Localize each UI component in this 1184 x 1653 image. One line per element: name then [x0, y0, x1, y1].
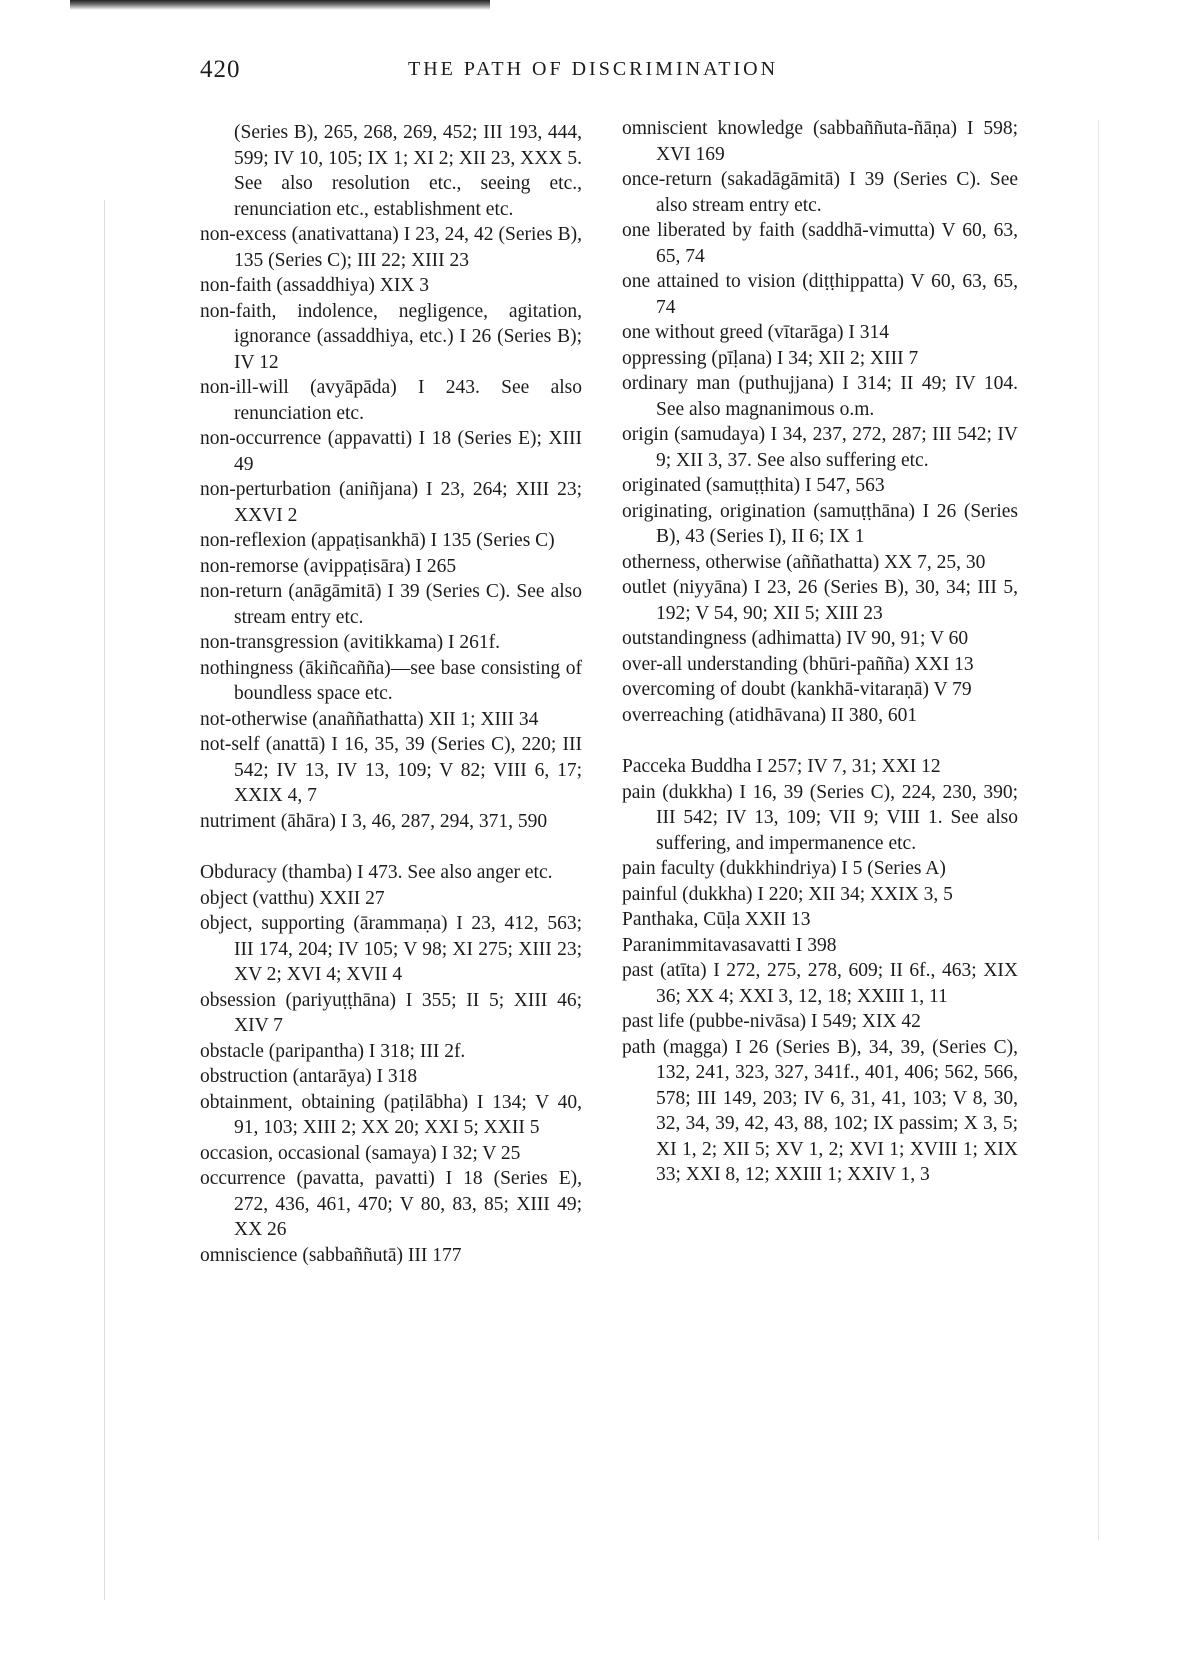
index-entry: outlet (niyyāna) I 23, 26 (Series B), 30, 34; III 5, 192; V 54, 90; XII 5; XIII 23 [622, 577, 1018, 624]
index-entry: Pacceka Buddha I 257; IV 7, 31; XXI 12 [622, 756, 941, 777]
index-entry: non-faith (assaddhiya) XIX 3 [200, 275, 430, 296]
index-column-left [200, 120, 582, 1268]
scan-margin-line [1098, 120, 1099, 1540]
index-entry: omniscient knowledge (sabbaññuta-ñāṇa) I 598; XVI 169 [622, 118, 1018, 165]
page-header [200, 56, 800, 90]
index-entry: painful (dukkha) I 220; XII 34; XXIX 3, 5 [622, 883, 953, 905]
running-title: THE PATH OF DISCRIMINATION [408, 58, 779, 80]
index-entry: nutriment (āhāra) I 3, 46, 287, 294, 371, 590 [200, 810, 548, 832]
index-entry: non-faith, indolence, negligence, agitation, ignorance (assaddhiya, etc.) I 26 (Series B); IV 12 [200, 300, 582, 373]
index-entry: overreaching (atidhāvana) II 380, 601 [622, 704, 918, 726]
index-entry: one without greed (vītarāga) I 314 [622, 322, 889, 343]
index-column-right [622, 116, 1018, 1188]
index-entry: pain faculty (dukkhindriya) I 5 (Series A) [622, 858, 946, 879]
index-entry: object, supporting (ārammaṇa) I 23, 412, 563; III 174, 204; IV 105; V 98; XI 275; XIII 23; XV 2; XVI 4; XVII 4 [200, 913, 582, 985]
index-entry: obstacle (paripantha) I 318; III 2f. [200, 1040, 466, 1062]
index-entry: one attained to vision (diṭṭhippatta) V 60, 63, 65, 74 [622, 271, 1018, 318]
scan-margin-line [104, 200, 105, 1600]
index-entry: ordinary man (puthujjana) I 314; II 49; IV 104. See also magnanimous o.m. [622, 373, 1018, 420]
index-entry: omniscience (sabbaññutā) III 177 [200, 1244, 462, 1266]
index-entry: originating, origination (samuṭṭhāna) I 26 (Series B), 43 (Series I), II 6; IX 1 [622, 500, 1018, 547]
index-entry: Panthaka, Cūḷa XXII 13 [622, 909, 811, 930]
index-entry: object (vatthu) XXII 27 [200, 887, 385, 909]
index-entry: occurrence (pavatta, pavatti) I 18 (Series E), 272, 436, 461, 470; V 80, 83, 85; XIII 49; XX 26 [200, 1168, 582, 1240]
page-number: 420 [200, 56, 241, 83]
index-entry: nothingness (ākiñcañña)—see base consisting of boundless space etc. [200, 657, 582, 704]
index-entry: outstandingness (adhimatta) IV 90, 91; V 60 [622, 628, 969, 649]
index-entry: obsession (pariyuṭṭhāna) I 355; II 5; XIII 46; XIV 7 [200, 989, 582, 1036]
index-entry: past life (pubbe-nivāsa) I 549; XIX 42 [622, 1011, 921, 1032]
index-entry: pain (dukkha) I 16, 39 (Series C), 224, 230, 390; III 542; IV 13, 109; VII 9; VIII 1. See also suffering, and impermanence etc. [622, 781, 1018, 854]
index-entry: non-perturbation (aniñjana) I 23, 264; XIII 23; XXVI 2 [200, 479, 582, 526]
index-entry: Paranimmitavasavatti I 398 [622, 934, 837, 956]
index-entry: obstruction (antarāya) I 318 [200, 1066, 418, 1087]
scan-shadow [70, 0, 490, 10]
index-entry: over-all understanding (bhūri-pañña) XXI 13 [622, 653, 974, 675]
index-entry: overcoming of doubt (kankhā-vitaraṇā) V 79 [622, 679, 972, 700]
index-entry: one liberated by faith (saddhā-vimutta) V 60, 63, 65, 74 [622, 220, 1018, 267]
index-entry: occasion, occasional (samaya) I 32; V 25 [200, 1142, 521, 1164]
index-entry: Obduracy (thamba) I 473. See also anger etc. [200, 862, 553, 883]
index-entry: non-ill-will (avyāpāda) I 243. See also renunciation etc. [200, 377, 582, 424]
index-entry: obtainment, obtaining (paṭilābha) I 134; V 40, 91, 103; XIII 2; XX 20; XXI 5; XXII 5 [200, 1091, 582, 1138]
index-entry: originated (samuṭṭhita) I 547, 563 [622, 475, 885, 496]
index-entry: non-occurrence (appavatti) I 18 (Series E); XIII 49 [200, 428, 582, 475]
index-entry: past (atīta) I 272, 275, 278, 609; II 6f., 463; XIX 36; XX 4; XXI 3, 12, 18; XXIII 1, 11 [622, 960, 1018, 1007]
index-entry: (Series B), 265, 268, 269, 452; III 193, 444, 599; IV 10, 105; IX 1; XI 2; XII 23, XXX 5. See also resolution etc., seeing etc., renunciation etc., establishment etc. [234, 122, 582, 220]
index-entry: path (magga) I 26 (Series B), 34, 39, (Series C), 132, 241, 323, 327, 341f., 401, 406; 562, 566, 578; III 149, 203; IV 6, 31, 41, 103; V 8, 30, 32, 34, 39, 42, 43, 88, 102; IX passim; X 3, 5; XI 1, 2; XII 5; XV 1, 2; XVI 1; XVIII 1; XIX 33; XXI 8, 12; XXIII 1; XXIV 1, 3 [622, 1036, 1018, 1185]
index-entry: oppressing (pīḷana) I 34; XII 2; XIII 7 [622, 347, 919, 369]
index-entry: otherness, otherwise (aññathatta) XX 7, 25, 30 [622, 551, 986, 573]
index-entry: non-reflexion (appaṭisankhā) I 135 (Series C) [200, 530, 555, 551]
index-entry: non-return (anāgāmitā) I 39 (Series C). See also stream entry etc. [200, 581, 582, 628]
index-entry: non-excess (anativattana) I 23, 24, 42 (Series B), 135 (Series C); III 22; XIII 23 [200, 224, 582, 271]
index-entry: not-otherwise (anaññathatta) XII 1; XIII 34 [200, 708, 539, 730]
index-entry: non-remorse (avippaṭisāra) I 265 [200, 555, 457, 577]
index-entry: once-return (sakadāgāmitā) I 39 (Series C). See also stream entry etc. [622, 169, 1018, 216]
index-entry: non-transgression (avitikkama) I 261f. [200, 632, 501, 653]
index-entry: origin (samudaya) I 34, 237, 272, 287; III 542; IV 9; XII 3, 37. See also suffering etc. [622, 424, 1018, 471]
index-entry: not-self (anattā) I 16, 35, 39 (Series C), 220; III 542; IV 13, IV 13, 109; V 82; VIII 6, 17; XXIX 4, 7 [200, 734, 582, 806]
